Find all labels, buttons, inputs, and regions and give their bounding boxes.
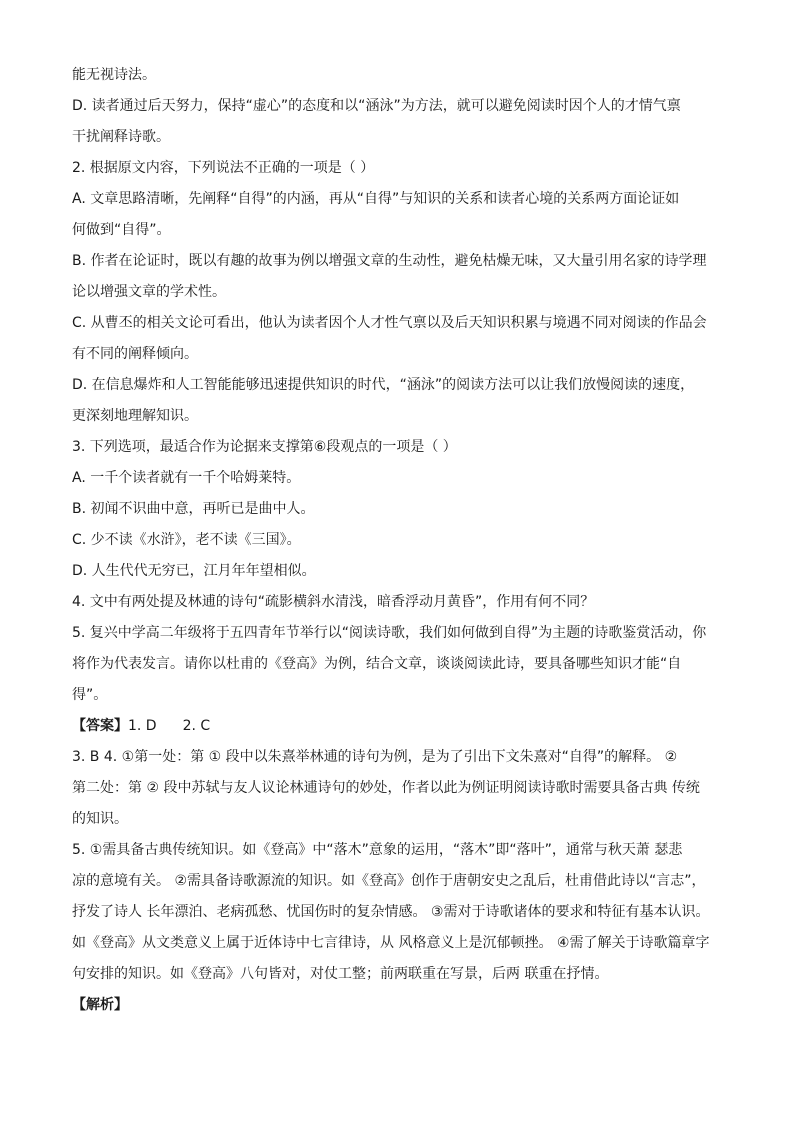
answer-2: 2. C xyxy=(182,718,211,734)
answer-line xyxy=(72,711,724,742)
option-c-line: C. 从曹丕的相关文论可看出，他认为读者因个人才性气禀以及后天知识积累与境遇不同对阅读的作品会 xyxy=(72,315,707,331)
question-4: 4. 文中有两处提及林逋的诗句“疏影横斜水清浅，暗香浮动月黄昏”，作用有何不同？ xyxy=(72,594,595,610)
answer-1: 1. D xyxy=(128,718,157,734)
text-line: 更深刻地理解知识。 xyxy=(72,408,198,424)
question-5: 5. 复兴中学高二年级将于五四青年节举行以“阅读诗歌，我们如何做到自得”为主题的诗歌鉴赏活动，你 xyxy=(72,625,707,641)
option-d-line: D. 读者通过后天努力，保持“虚心”的态度和以“涵泳”为方法，就可以避免阅读时因个人的才情气禀 xyxy=(72,98,681,114)
answer-text-line: 第二处：第 ② 段中苏轼与友人议论林逋诗句的妙处，作者以此为例证明阅读诗歌时需要具备古典 传统 xyxy=(72,780,700,796)
text-line: 干扰阐释诗歌。 xyxy=(72,129,170,145)
option-c-line: C. 少不读《水浒》，老不读《三国》。 xyxy=(72,532,301,548)
text-line: 何做到“自得”。 xyxy=(72,222,171,238)
answer-text-line: 5. ①需具备古典传统知识。如《登高》中“落木”意象的运用，“落木”即“落叶”，通常与秋天萧 瑟悲 xyxy=(72,842,683,858)
text-line: 论以增强文章的学术性。 xyxy=(72,284,226,300)
answer-text-line: 的知识。 xyxy=(72,811,128,827)
answer-tag: 【答案】 xyxy=(72,718,128,734)
analysis-tag: 【解析】 xyxy=(72,997,128,1013)
answer-text-line: 3. B 4. ①第一处：第 ① 段中以朱熹举林逋的诗句为例，是为了引出下文朱熹对“自得”的解释。 ② xyxy=(72,749,678,765)
text-line: 有不同的阐释倾向。 xyxy=(72,346,198,362)
text-line: 能无视诗法。 xyxy=(72,67,156,83)
answer-text-line: 如《登高》从文类意义上属于近体诗中七言律诗，从 风格意义上是沉郁顿挫。 ④需了解关于诗歌篇章字 xyxy=(72,935,710,951)
option-b-line: B. 作者在论证时，既以有趣的故事为例以增强文章的生动性，避免枯燥无味，又大量引用名家的诗学理 xyxy=(72,253,707,269)
option-d-line: D. 在信息爆炸和人工智能能够迅速提供知识的时代，“涵泳”的阅读方法可以让我们放慢阅读的速度， xyxy=(72,377,695,393)
option-a-line: A. 一千个读者就有一千个哈姆莱特。 xyxy=(72,470,301,486)
question-3: 3. 下列选项，最适合作为论据来支撑第⑥段观点的一项是（ ） xyxy=(72,439,457,455)
text-line: 得”。 xyxy=(72,687,108,703)
text-line: 将作为代表发言。请你以杜甫的《登高》为例，结合文章，谈谈阅读此诗，要具备哪些知识才能“自 xyxy=(72,656,682,672)
answer-text-line: 句安排的知识。如《登高》八句皆对，对仗工整；前两联重在写景，后两 联重在抒情。 xyxy=(72,966,609,982)
answer-text-line: 凉的意境有关。 ②需具备诗歌源流的知识。如《登高》创作于唐朝安史之乱后，杜甫借此诗以“言志”， xyxy=(72,873,706,889)
option-b-line: B. 初闻不识曲中意，再听已是曲中人。 xyxy=(72,501,315,517)
document-page xyxy=(72,60,724,1021)
option-d-line: D. 人生代代无穷已，江月年年望相似。 xyxy=(72,563,316,579)
answer-text-line: 抒发了诗人 长年漂泊、老病孤愁、忧国伤时的复杂情感。 ③需对于诗歌诸体的要求和特征有基本认识。 xyxy=(72,904,710,920)
option-a-line: A. 文章思路清晰，先阐释“自得”的内涵，再从“自得”与知识的关系和读者心境的关系两方面论证如 xyxy=(72,191,680,207)
question-2: 2. 根据原文内容，下列说法不正确的一项是（ ） xyxy=(72,160,375,176)
